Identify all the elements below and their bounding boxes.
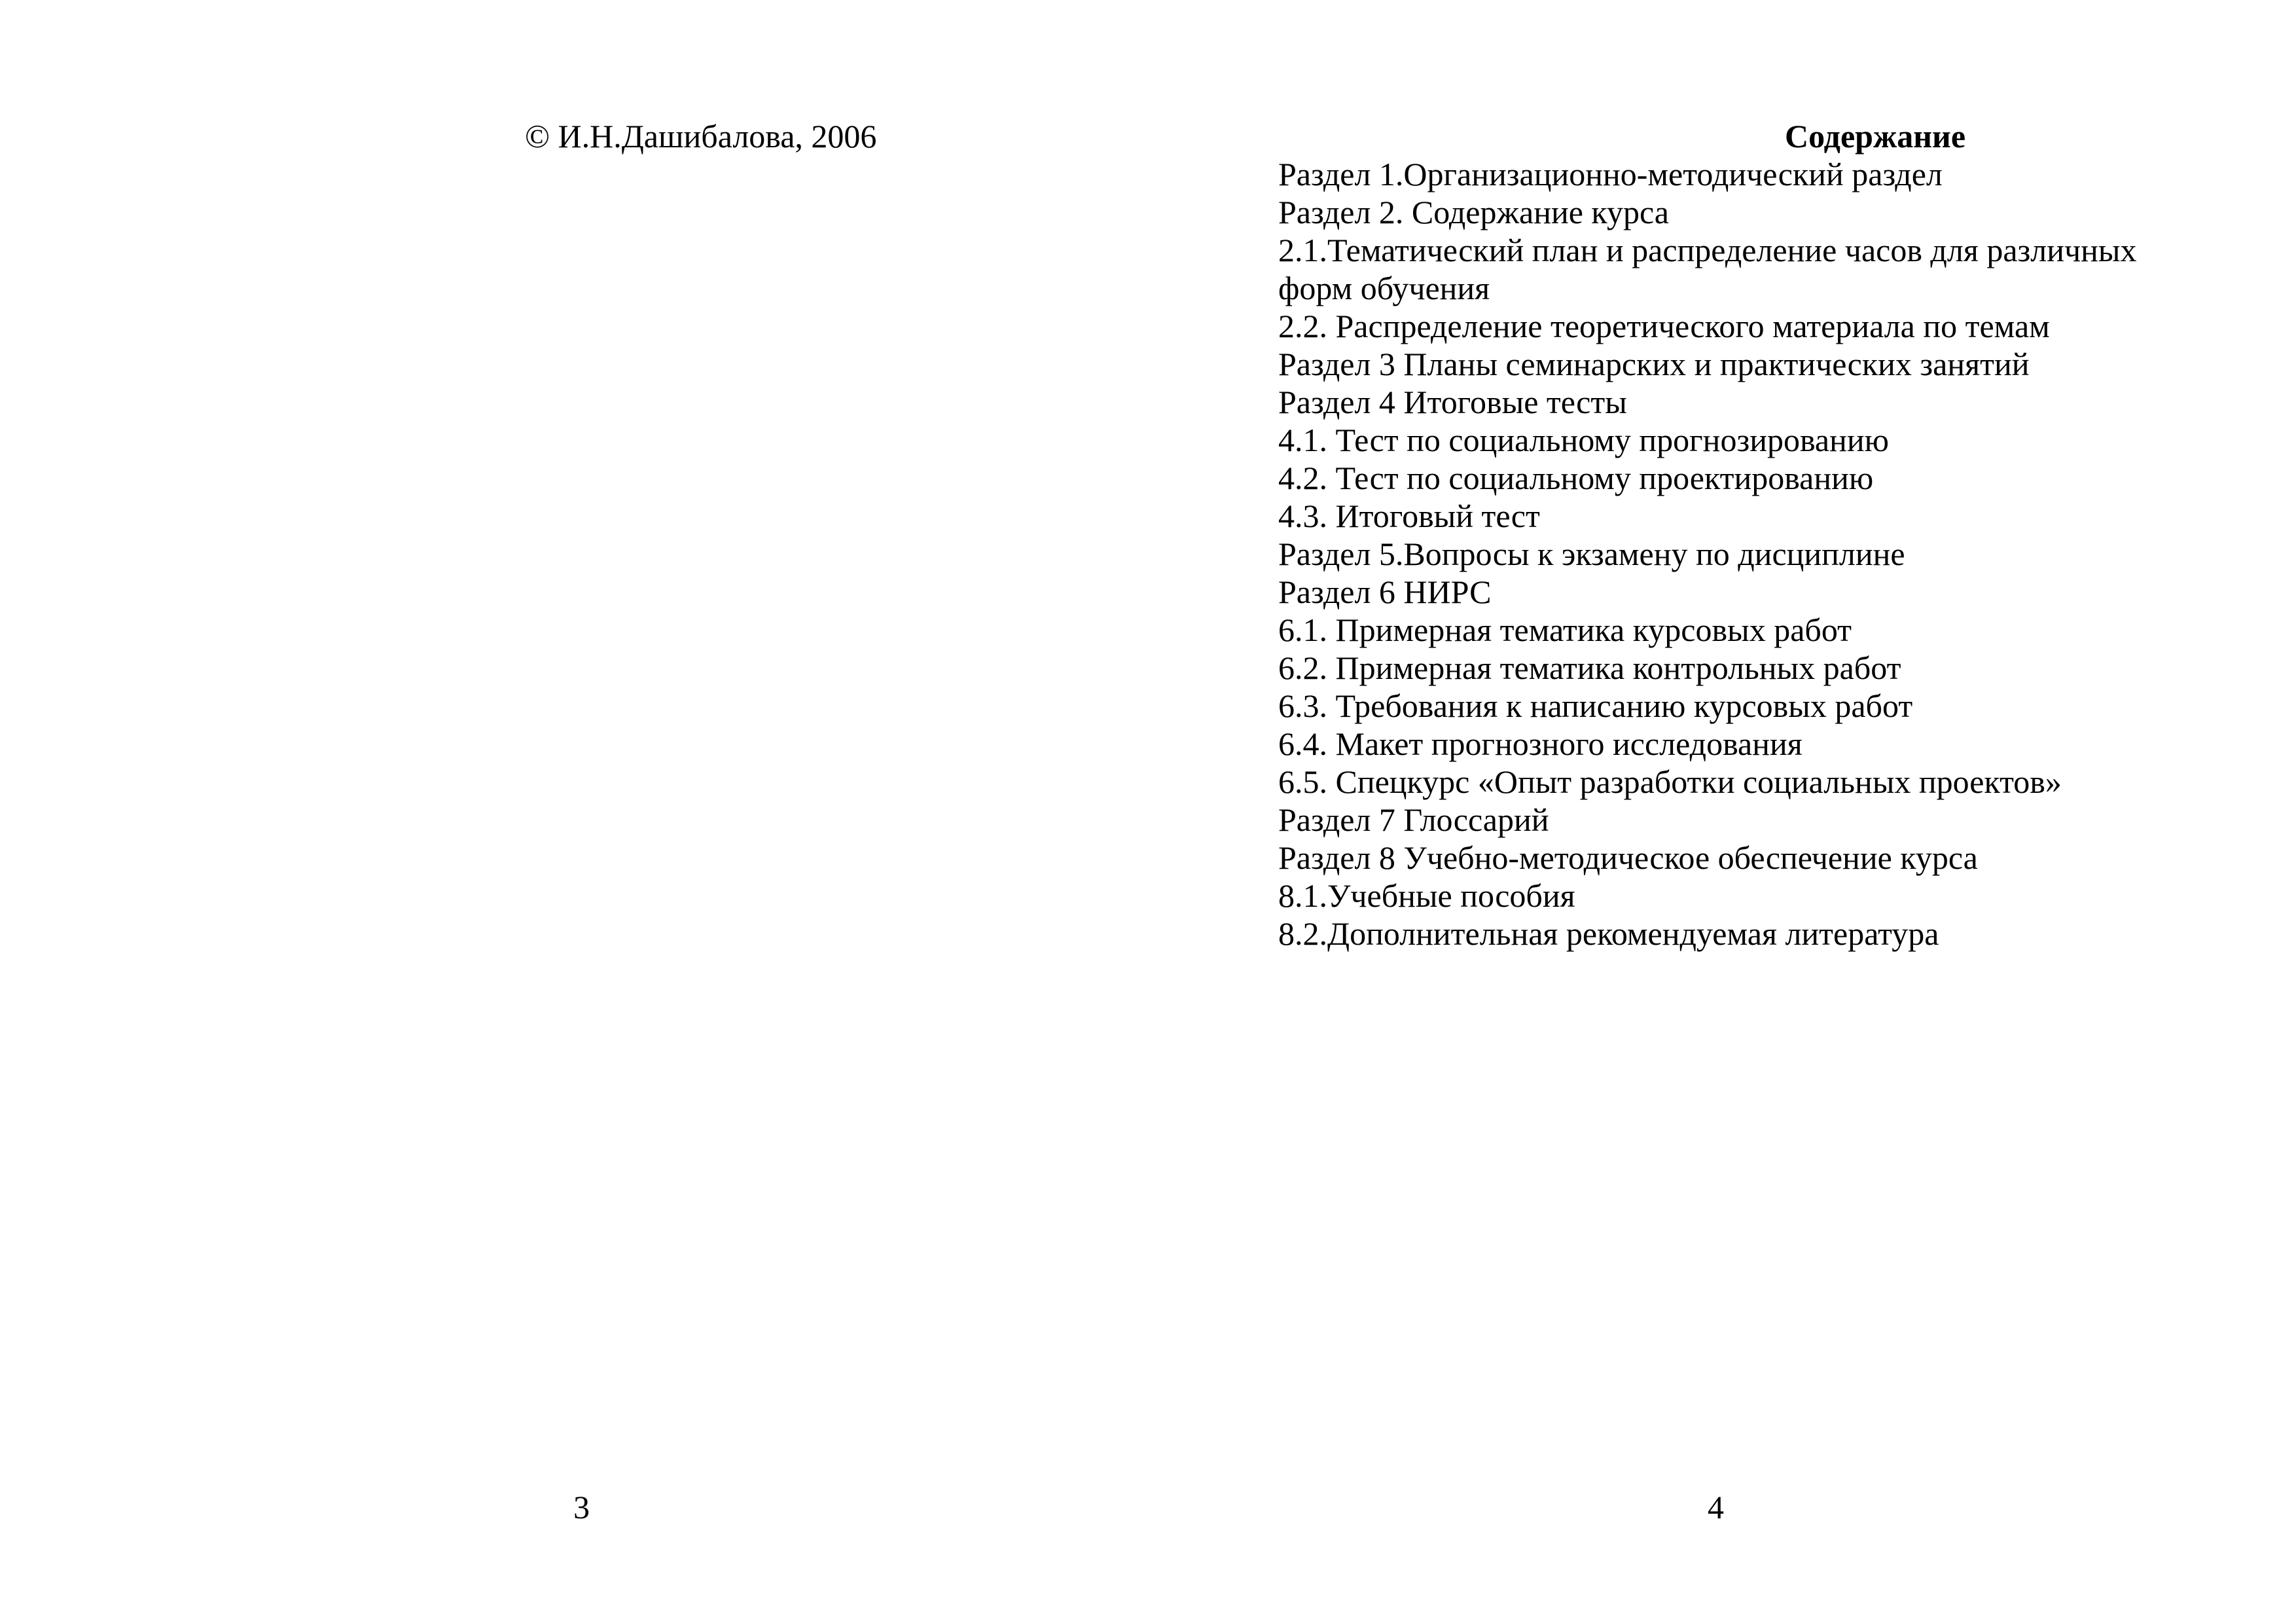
toc-line: Раздел 1.Организационно-методический раздел <box>1278 156 1943 192</box>
toc-line: 2.2. Распределение теоретического материала по темам <box>1278 308 2050 344</box>
toc-line: Раздел 3 Планы семинарских и практических занятий <box>1278 346 2030 382</box>
toc-line: 6.1. Примерная тематика курсовых работ <box>1278 611 1852 648</box>
toc-line: 4.1. Тест по социальному прогнозированию <box>1278 422 1889 458</box>
toc-line: 8.2.Дополнительная рекомендуемая литература <box>1278 915 1939 952</box>
toc-line: Раздел 8 Учебно-методическое обеспечение курса <box>1278 839 1978 876</box>
toc-line: 6.4. Макет прогнозного исследования <box>1278 725 1803 762</box>
toc-line: 6.3. Требования к написанию курсовых работ <box>1278 687 1913 724</box>
toc-line: Раздел 5.Вопросы к экзамену по дисциплине <box>1278 536 1905 572</box>
table-of-contents <box>1278 155 2195 953</box>
toc-line: форм обучения <box>1278 270 1490 306</box>
copyright-notice: © И.Н.Дашибалова, 2006 <box>525 118 877 155</box>
page-number-left: 3 <box>573 1489 590 1525</box>
toc-line: 6.5. Спецкурс «Опыт разработки социальных проектов» <box>1278 763 2062 800</box>
toc-line: 2.1.Тематический план и распределение часов для различных <box>1278 232 2137 268</box>
toc-line: Раздел 2. Содержание курса <box>1278 194 1669 230</box>
page-number-right: 4 <box>1708 1489 1724 1525</box>
toc-line: Раздел 6 НИРС <box>1278 574 1492 610</box>
toc-line: 4.3. Итоговый тест <box>1278 498 1540 534</box>
right-page <box>1148 0 2296 1623</box>
toc-line: 6.2. Примерная тематика контрольных работ <box>1278 649 1901 686</box>
toc-line: 4.2. Тест по социальному проектированию <box>1278 460 1874 496</box>
toc-line: 8.1.Учебные пособия <box>1278 877 1575 914</box>
toc-line: Раздел 7 Глоссарий <box>1278 801 1549 838</box>
toc-line: Раздел 4 Итоговые тесты <box>1278 384 1627 420</box>
toc-title: Содержание <box>1784 118 1966 155</box>
